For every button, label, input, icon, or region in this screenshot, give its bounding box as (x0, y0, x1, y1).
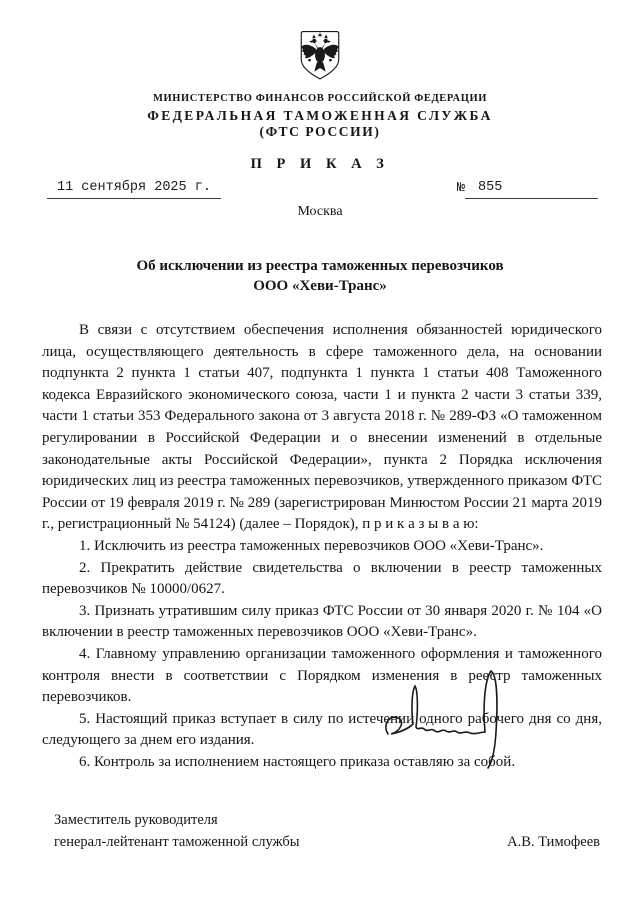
order-title-line2: ООО «Хеви-Транс» (253, 277, 387, 294)
letterhead (0, 0, 640, 173)
signer-position (54, 810, 300, 853)
body-paragraph-item-6: 6. Контроль за исполнением настоящего приказа оставляю за собой. (79, 753, 516, 770)
date-number-row (47, 180, 598, 199)
order-title (0, 257, 640, 296)
body-paragraph-item-2: 2. Прекратить действие свидетельства о включении в реестр таможенных перевозчиков № 10000/0627. (42, 559, 602, 598)
number-sign: № (456, 181, 465, 196)
body-paragraph-item-1: 1. Исключить из реестра таможенных перевозчиков ООО «Хеви-Транс». (79, 537, 544, 554)
russian-coat-of-arms-icon (295, 68, 345, 85)
body-paragraph-preamble: В связи с отсутствием обеспечения исполнения обязанностей юридического лица, осуществляющего деятельность в сфере таможенного дела, на основании подпункта 2 пункта 1 статьи 407, подпункта 1 пункта 1 статьи 408 Таможенного кодекса Евразийского экономического союза, части 1 и пункта 2 части 3 статьи 339, части 1 статьи 353 Федерального закона от 3 августа 2018 г. № 289-ФЗ «О таможенном регулировании в Российской Федерации и о внесении изменений в отдельные законодательные акты Российской Федерации», пункта 2 Порядка исключения юридических лиц из реестра таможенных перевозчиков, утвержденного приказом ФТС России от 19 февраля 2019 г. № 289 (зарегистрирован Минюстом России 21 марта 2019 г., регистрационный № 54124) (далее – Порядок), п р и к а з ы в а ю: (42, 322, 602, 533)
document-date: 11 сентября 2025 г. (47, 180, 221, 199)
issuing-city: Москва (297, 204, 343, 219)
emblem-wrap (0, 0, 640, 86)
agency-name: ФЕДЕРАЛЬНАЯ ТАМОЖЕННАЯ СЛУЖБА (147, 108, 493, 123)
order-body (42, 320, 602, 773)
signer-name: А.В. Тимофеев (507, 833, 600, 850)
document-number: 855 (465, 180, 598, 199)
order-title-line1: Об исключении из реестра таможенных перевозчиков (136, 258, 504, 274)
body-paragraph-item-3: 3. Признать утратившим силу приказ ФТС России от 30 января 2020 г. № 104 «О включении в реестр таможенных перевозчиков ООО «Хеви-Транс». (42, 602, 602, 641)
agency-short-name: (ФТС РОССИИ) (259, 124, 381, 139)
body-paragraph-item-4: 4. Главному управлению организации таможенного оформления и таможенного контроля внести в соответствии с Порядком изменения в реестр таможенных перевозчиков. (42, 645, 602, 706)
signer-position-line2: генерал-лейтенант таможенной службы (54, 833, 300, 850)
signer-position-line1: Заместитель руководителя (54, 812, 218, 829)
signature-block (54, 810, 600, 853)
ministry-name: МИНИСТЕРСТВО ФИНАНСОВ РОССИЙСКОЙ ФЕДЕРАЦИИ (152, 93, 488, 104)
body-paragraph-item-5: 5. Настоящий приказ вступает в силу по истечении одного рабочего дня со дня, следующего за днем его издания. (42, 710, 602, 749)
document-type-heading: П Р И К А З (250, 156, 390, 172)
document-number-group (457, 180, 598, 199)
